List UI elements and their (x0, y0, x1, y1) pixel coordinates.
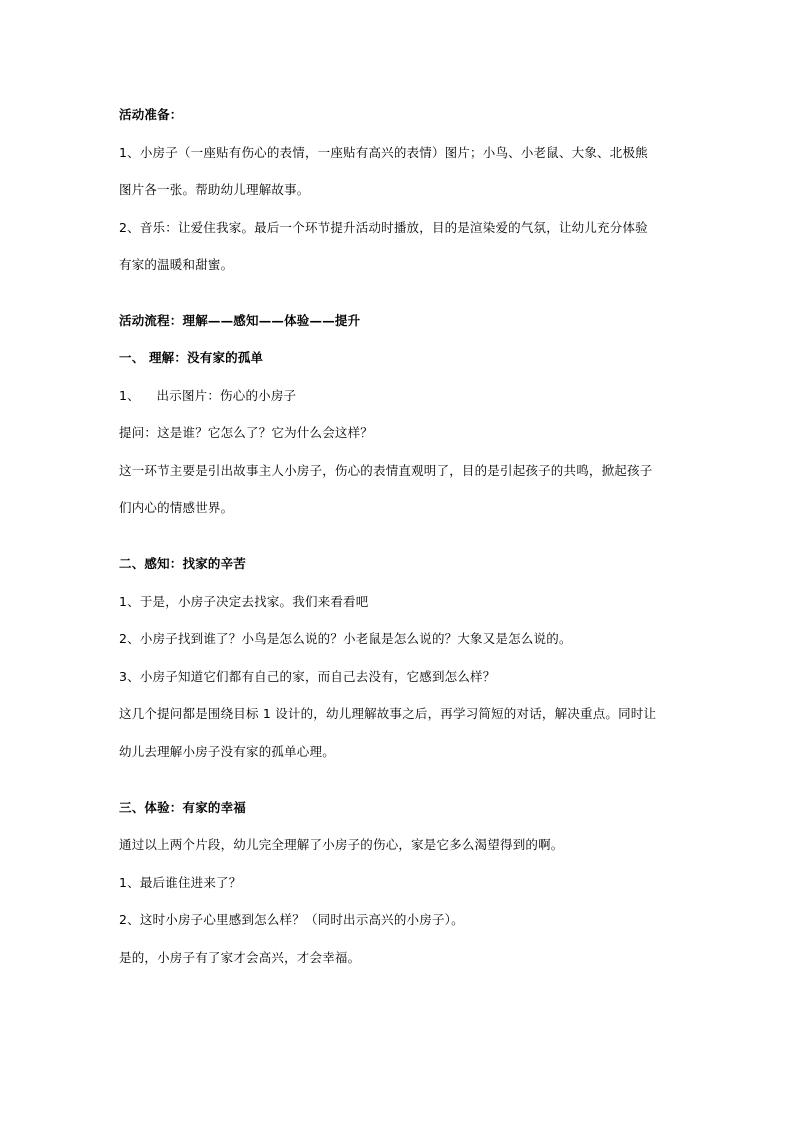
prep-item-2-line-2: 有家的温暖和甜蜜。 (119, 257, 234, 272)
section-1-heading: 一、 理解：没有家的孤单 (119, 350, 264, 365)
section-3-heading: 三、体验：有家的幸福 (119, 800, 247, 815)
section-1-question: 提问：这是谁？它怎么了？它为什么会这样？ (119, 425, 374, 440)
section-1-note-line-2: 们内心的情感世界。 (119, 500, 234, 515)
prep-heading: 活动准备： (119, 107, 183, 122)
section-2-heading: 二、感知：找家的辛苦 (119, 556, 247, 571)
section-2-item-1: 1、于是，小房子决定去找家。我们来看看吧 (119, 594, 369, 609)
section-3-item-2: 2、这时小房子心里感到怎么样？（同时出示高兴的小房子）。 (119, 912, 464, 927)
prep-item-1-line-2: 图片各一张。帮助幼儿理解故事。 (119, 182, 310, 197)
section-2-item-3: 3、小房子知道它们都有自己的家，而自己去没有，它感到怎么样？ (119, 669, 496, 684)
section-2-note-line-2: 幼儿去理解小房子没有家的孤单心理。 (119, 744, 335, 759)
section-2-item-2: 2、小房子找到谁了？小鸟是怎么说的？小老鼠是怎么说的？大象又是怎么说的。 (119, 631, 572, 646)
section-3-conclusion: 是的，小房子有了家才会高兴，才会幸福。 (119, 950, 361, 965)
section-2-note-line-1: 这几个提问都是围绕目标 1 设计的，幼儿理解故事之后，再学习简短的对话，解决重点。同时让 (119, 706, 657, 721)
section-3-intro: 通过以上两个片段，幼儿完全理解了小房子的伤心，家是它多么渴望得到的啊。 (119, 837, 564, 852)
section-3-item-1: 1、最后谁住进来了？ (119, 875, 242, 890)
section-1-item-1: 1、 出示图片：伤心的小房子 (119, 388, 297, 403)
prep-item-2-line-1: 2、音乐：让爱住我家。最后一个环节提升活动时播放，目的是渲染爱的气氛，让幼儿充分体验 (119, 220, 648, 235)
section-1-note-line-1: 这一环节主要是引出故事主人小房子，伤心的表情直观明了，目的是引起孩子的共鸣，掀起孩子 (119, 463, 653, 478)
flow-heading: 活动流程：理解——感知——体验——提升 (119, 313, 361, 328)
prep-item-1-line-1: 1、小房子（一座贴有伤心的表情，一座贴有高兴的表情）图片；小鸟、小老鼠、大象、北极熊 (119, 145, 648, 160)
